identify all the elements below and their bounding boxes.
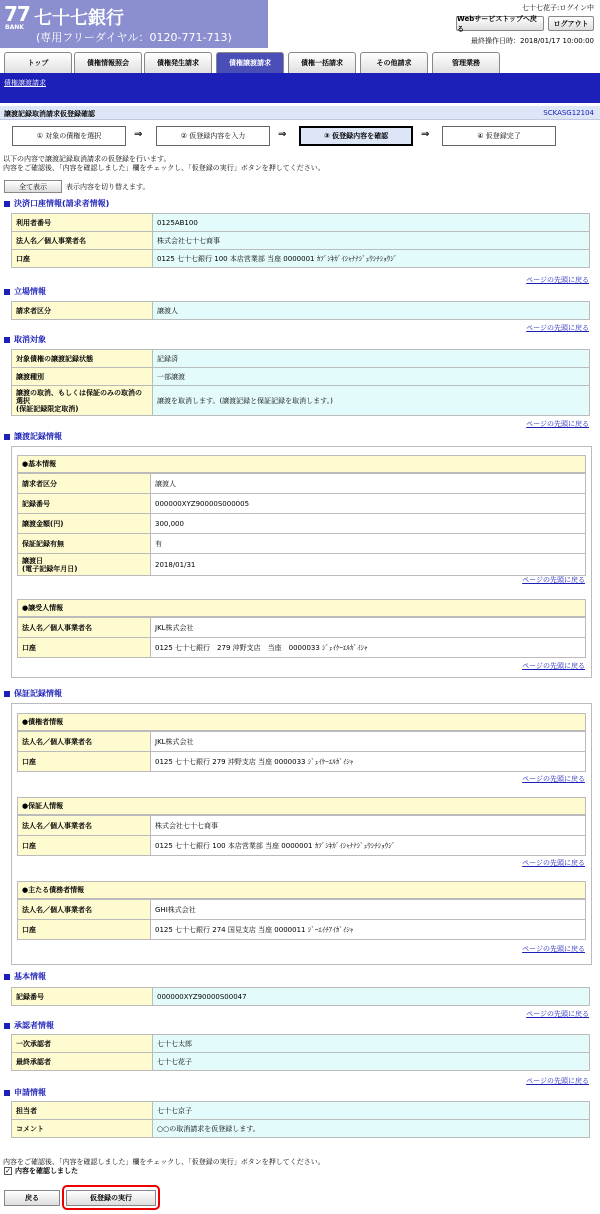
section-cancel-target <box>4 334 46 345</box>
logout-button[interactable]: ログアウト <box>548 16 594 31</box>
section-square-icon <box>4 974 10 980</box>
section-square-icon <box>4 434 10 440</box>
section-title: 譲渡記録情報 <box>14 432 62 441</box>
basic-info-subhead: ●基本情報 <box>17 455 586 473</box>
row-label: 法人名／個人事業者名 <box>18 732 151 752</box>
settlement-account-table <box>11 213 590 268</box>
table-row <box>18 816 586 836</box>
row-value: 記録済 <box>153 350 590 368</box>
row-label: 口座 <box>18 638 151 658</box>
row-label: 対象債権の譲渡記録状態 <box>12 350 153 368</box>
row-label: 一次承認者 <box>12 1035 153 1053</box>
row-label: 口座 <box>18 920 151 940</box>
tab-credit-transfer[interactable]: 債権譲渡請求 <box>216 52 284 73</box>
table-row <box>18 554 586 576</box>
row-value: 2018/01/31 <box>151 554 586 576</box>
row-value: 0125 七十七銀行 100 本店営業部 当座 0000001 ｶﾌﾞｼｷｶﾞｲｼｬﾅﾅｼﾞｭｳｼﾁｼｮｳｼﾞ <box>153 250 590 268</box>
row-value: 一部譲渡 <box>153 368 590 386</box>
toggle-description: 表示内容を切り替えます。 <box>66 183 150 191</box>
back-to-top-link[interactable]: ページの先頭に戻る <box>522 576 585 584</box>
section-square-icon <box>4 289 10 295</box>
login-user: 七十七花子:ログイン中 <box>521 4 594 12</box>
approver-info-table <box>11 1034 590 1071</box>
section-title: 承認者情報 <box>14 1021 54 1030</box>
row-label: 記録番号 <box>18 494 151 514</box>
back-to-top-link[interactable]: ページの先頭に戻る <box>526 276 589 284</box>
table-row <box>18 534 586 554</box>
section-square-icon <box>4 691 10 697</box>
row-value: 300,000 <box>151 514 586 534</box>
table-row <box>12 250 590 268</box>
step-4: ④ 仮登録完了 <box>442 126 556 146</box>
guarantor-info-table <box>17 815 586 856</box>
row-value: 譲渡人 <box>153 302 590 320</box>
confirm-checkbox[interactable]: ✓ <box>5 1167 11 1175</box>
row-label: 最終承認者 <box>12 1053 153 1071</box>
header <box>0 0 600 52</box>
table-row <box>12 1102 590 1120</box>
back-to-top-link[interactable]: ページの先頭に戻る <box>522 662 585 670</box>
row-label: 法人名／個人事業者名 <box>12 232 153 250</box>
row-label: 保証記録有無 <box>18 534 151 554</box>
transferee-info-subhead: ●譲受人情報 <box>17 599 586 617</box>
logo-bank-text: BANK <box>5 24 24 31</box>
section-position-info <box>4 286 46 297</box>
sub-navigation <box>0 73 600 103</box>
last-operation-time: 最終操作日時：2018/01/17 10:00:00 <box>470 37 594 45</box>
creditor-info-subhead: ●債権者情報 <box>17 713 586 731</box>
section-title: 立場情報 <box>14 287 46 296</box>
arrow-right-icon: ⇒ <box>421 129 430 140</box>
row-value: GHI株式会社 <box>151 900 586 920</box>
row-label: 口座 <box>18 752 151 772</box>
back-to-top-link[interactable]: ページの先頭に戻る <box>526 324 589 332</box>
main-debtor-info-table <box>17 899 586 940</box>
row-value: 株式会社七十七商事 <box>151 816 586 836</box>
table-row <box>12 1120 590 1138</box>
section-title: 取消対象 <box>14 335 46 344</box>
row-value: JKL株式会社 <box>151 618 586 638</box>
row-label: 法人名／個人事業者名 <box>18 816 151 836</box>
section-square-icon <box>4 1090 10 1096</box>
intro-line-1: 以下の内容で譲渡記録取消請求の仮登録を行います。 <box>3 155 171 163</box>
table-row <box>12 1035 590 1053</box>
row-value: 0125 七十七銀行 274 国見支店 当座 0000011 ｼﾞｰｴｲﾁｱｲｶﾞｲｼｬ <box>151 920 586 940</box>
table-row <box>18 836 586 856</box>
screen-id: SCKASG12104 <box>543 109 594 117</box>
subnav-credit-transfer-link[interactable]: 債権譲渡請求 <box>4 79 46 87</box>
intro-text <box>3 155 325 173</box>
row-label: 譲渡金額(円) <box>18 514 151 534</box>
row-label: 法人名／個人事業者名 <box>18 618 151 638</box>
arrow-right-icon: ⇒ <box>278 129 287 140</box>
section-application-info <box>4 1087 46 1098</box>
back-to-top-link[interactable]: ページの先頭に戻る <box>526 1077 589 1085</box>
step-2: ② 仮登録内容を入力 <box>156 126 270 146</box>
row-label: 譲渡の取消、もしくは保証のみの取消の選択 (保証記録限定取消) <box>12 386 153 416</box>
arrow-right-icon: ⇒ <box>134 129 143 140</box>
table-row <box>12 988 590 1006</box>
confirm-checkbox-row[interactable] <box>4 1166 78 1176</box>
back-to-top-link[interactable]: ページの先頭に戻る <box>522 859 585 867</box>
row-value: 七十七花子 <box>153 1053 590 1071</box>
back-to-top-link[interactable]: ページの先頭に戻る <box>526 420 589 428</box>
transferee-info-table <box>17 617 586 658</box>
step-3: ③ 仮登録内容を確認 <box>299 126 413 146</box>
table-row <box>18 752 586 772</box>
row-value: 株式会社七十七商事 <box>153 232 590 250</box>
logo-number: 77 <box>4 2 30 26</box>
row-value: 七十七京子 <box>153 1102 590 1120</box>
tab-top[interactable]: トップ <box>4 52 72 73</box>
table-row <box>12 1053 590 1071</box>
table-row <box>18 618 586 638</box>
main-debtor-info-subhead: ●主たる債務者情報 <box>17 881 586 899</box>
position-info-table <box>11 301 590 320</box>
table-row <box>18 638 586 658</box>
row-value: 0125 七十七銀行 279 沖野支店 当座 0000033 ｼﾞｪｲｹｰｴﾙｶﾞｲｼｬ <box>151 752 586 772</box>
section-square-icon <box>4 201 10 207</box>
section-guarantee-record <box>4 688 62 699</box>
table-row <box>12 232 590 250</box>
row-value: 譲渡人 <box>151 474 586 494</box>
row-value: 000000XYZ90000S00047 <box>153 988 590 1006</box>
section-square-icon <box>4 337 10 343</box>
intro-line-2: 内容をご確認後、「内容を確認しました」欄をチェックし、「仮登録の実行」ボタンを押してください。 <box>3 164 325 172</box>
row-value: 七十七太郎 <box>153 1035 590 1053</box>
freedial-number: (専用フリーダイヤル：0120-771-713) <box>36 31 232 44</box>
back-to-top-link[interactable]: ページの先頭に戻る <box>522 945 585 953</box>
back-to-top-link[interactable]: ページの先頭に戻る <box>526 1010 589 1018</box>
application-info-table <box>11 1101 590 1138</box>
table-row <box>18 494 586 514</box>
table-row <box>18 900 586 920</box>
tab-credit-inquiry[interactable]: 債権情報照会 <box>74 52 142 73</box>
row-label: 譲渡日 (電子記録年月日) <box>18 554 151 576</box>
basic-info-table <box>17 473 586 576</box>
table-row <box>18 920 586 940</box>
row-value: 0125 七十七銀行 279 沖野支店 当座 0000033 ｼﾞｪｲｹｰｴﾙｶﾞｲｼｬ <box>151 638 586 658</box>
tab-bulk-request[interactable]: 債権一括請求 <box>288 52 356 73</box>
row-label: 利用者番号 <box>12 214 153 232</box>
row-label: 請求者区分 <box>12 302 153 320</box>
table-row <box>18 514 586 534</box>
basic-info-summary-table <box>11 987 590 1006</box>
bank-logo <box>0 0 268 48</box>
row-label: 記録番号 <box>12 988 153 1006</box>
table-row <box>12 302 590 320</box>
section-settlement-account <box>4 198 109 209</box>
section-basic-info <box>4 971 46 982</box>
confirm-label[interactable]: 内容を確認しました <box>15 1167 78 1175</box>
step-1: ① 対象の債権を選択 <box>12 126 126 146</box>
row-value: 0125 七十七銀行 100 本店営業部 当座 0000001 ｶﾌﾞｼｷｶﾞｲｼｬﾅﾅｼﾞｭｳｼﾁｼｮｳｼﾞ <box>151 836 586 856</box>
row-label: 口座 <box>12 250 153 268</box>
section-transfer-record <box>4 431 62 442</box>
row-label: 請求者区分 <box>18 474 151 494</box>
row-value: JKL株式会社 <box>151 732 586 752</box>
execute-provisional-registration-button[interactable]: 仮登録の実行 <box>66 1190 156 1206</box>
back-button[interactable]: 戻る <box>4 1190 60 1206</box>
creditor-info-table <box>17 731 586 772</box>
cancel-target-table <box>11 349 590 416</box>
section-title: 基本情報 <box>14 972 46 981</box>
show-all-button[interactable]: 全て表示 <box>4 180 62 193</box>
row-value: 000000XYZ90000S000005 <box>151 494 586 514</box>
row-label: コメント <box>12 1120 153 1138</box>
row-label: 担当者 <box>12 1102 153 1120</box>
guarantor-info-subhead: ●保証人情報 <box>17 797 586 815</box>
page-title-bar <box>0 106 600 120</box>
section-approver-info <box>4 1020 54 1031</box>
row-label: 譲渡種別 <box>12 368 153 386</box>
table-row <box>12 350 590 368</box>
step-indicator <box>0 126 600 150</box>
table-row <box>12 386 590 416</box>
outro-text: 内容をご確認後、「内容を確認しました」欄をチェックし、「仮登録の実行」ボタンを押してください。 <box>3 1158 325 1166</box>
table-row <box>18 474 586 494</box>
table-row <box>12 368 590 386</box>
page-title: 譲渡記録取消請求仮登録確認 <box>4 110 95 118</box>
row-value: 0125AB100 <box>153 214 590 232</box>
tab-management[interactable]: 管理業務 <box>432 52 500 73</box>
section-title: 申請情報 <box>14 1088 46 1097</box>
row-label: 口座 <box>18 836 151 856</box>
back-to-top-link[interactable]: ページの先頭に戻る <box>522 775 585 783</box>
row-value: ○○の取消請求を仮登録します。 <box>153 1120 590 1138</box>
table-row <box>12 214 590 232</box>
row-label: 法人名／個人事業者名 <box>18 900 151 920</box>
table-row <box>18 732 586 752</box>
row-value: 有 <box>151 534 586 554</box>
section-square-icon <box>4 1023 10 1029</box>
section-title: 保証記録情報 <box>14 689 62 698</box>
web-service-top-button[interactable]: Webサービストップへ戻る <box>456 16 544 31</box>
tab-credit-issue[interactable]: 債権発生請求 <box>144 52 212 73</box>
main-tabs <box>0 52 600 73</box>
tab-other-request[interactable]: その他請求 <box>360 52 428 73</box>
section-title: 決済口座情報(請求者情報) <box>14 199 110 208</box>
bank-name: 七十七銀行 <box>34 8 124 29</box>
row-value: 譲渡を取消します。(譲渡記録と保証記録を取消します。) <box>153 386 590 416</box>
